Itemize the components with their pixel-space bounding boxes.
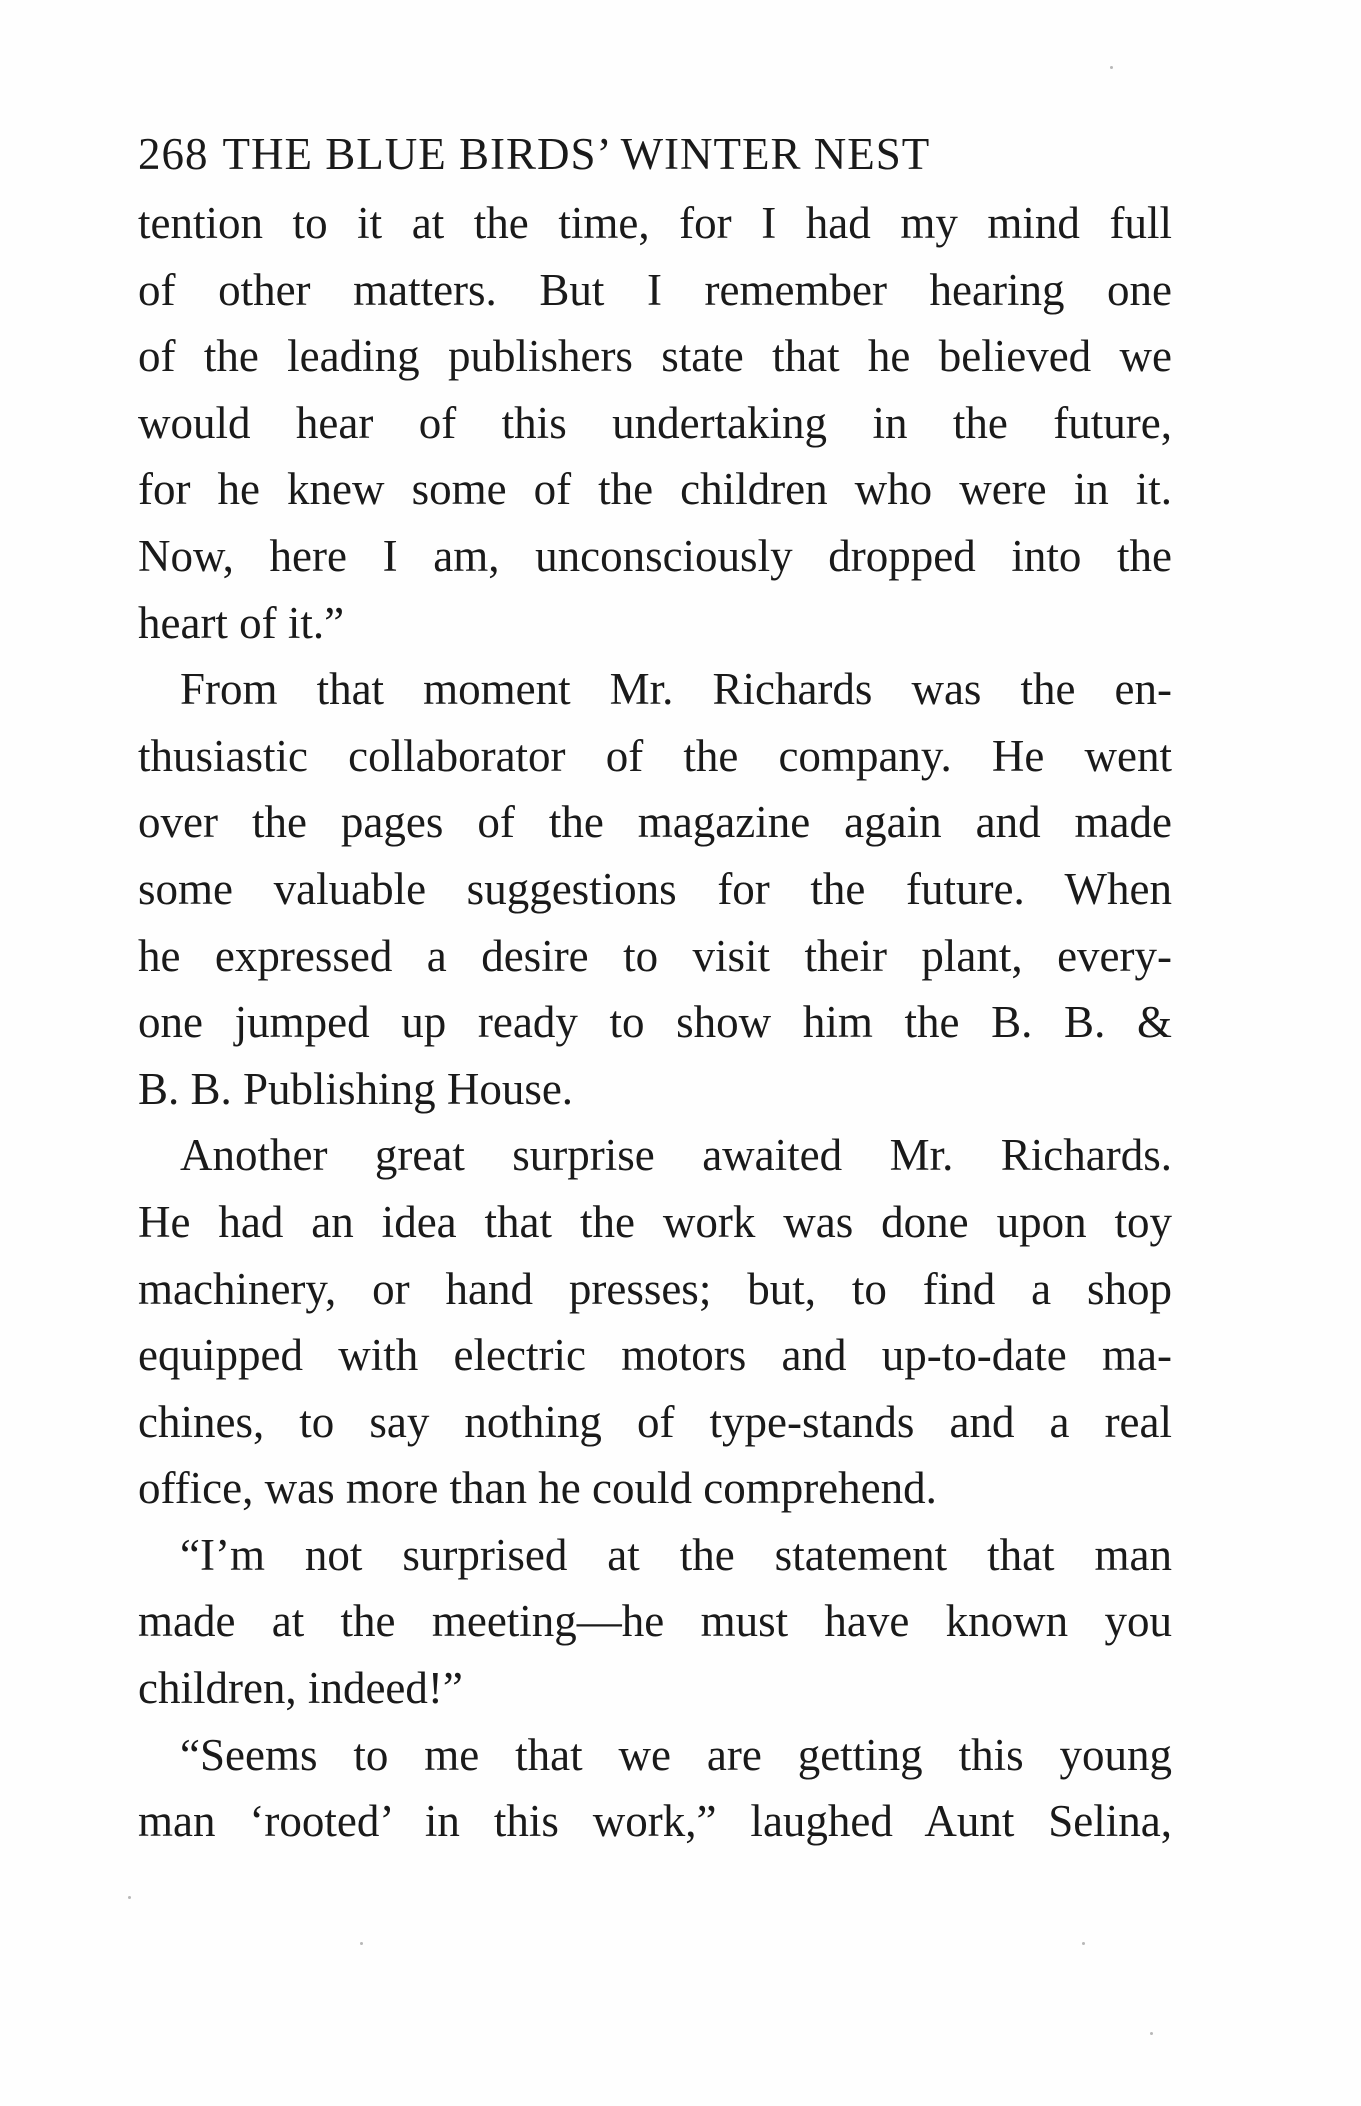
paper-speck	[128, 1896, 131, 1899]
text-line: B. B. Publishing House.	[138, 1063, 574, 1114]
body-text	[138, 190, 1172, 1855]
text-line: heart of it.”	[138, 597, 345, 648]
text-line: office, was more than he could comprehend.	[138, 1463, 937, 1514]
text-line: children, indeed!”	[138, 1663, 463, 1714]
page-number: 268	[138, 129, 209, 179]
text-line: “I’m not surprised at the statement that man	[180, 1529, 1172, 1580]
text-line: From that moment Mr. Richards was the en-	[180, 664, 1172, 715]
text-line: one jumped up ready to show him the B. B. &	[138, 997, 1172, 1048]
paper-speck	[1082, 1942, 1085, 1945]
running-head	[138, 126, 1172, 182]
text-line: tention to it at the time, for I had my mind full	[138, 198, 1172, 248]
text-line: equipped with electric motors and up-to-date ma-	[138, 1330, 1172, 1381]
text-line: would hear of this undertaking in the future,	[138, 397, 1172, 448]
text-block	[138, 126, 1172, 1855]
text-line: Another great surprise awaited Mr. Richards.	[180, 1130, 1172, 1181]
text-line: some valuable suggestions for the future. When	[138, 863, 1172, 914]
paper-speck	[360, 1942, 363, 1945]
running-title: THE BLUE BIRDS’ WINTER NEST	[222, 129, 931, 179]
text-line: thusiastic collaborator of the company. He went	[138, 730, 1172, 781]
text-line: He had an idea that the work was done upon toy	[138, 1196, 1172, 1247]
text-line: over the pages of the magazine again and made	[138, 797, 1172, 848]
text-line: Now, here I am, unconsciously dropped into the	[138, 530, 1172, 581]
text-line: for he knew some of the children who were in it.	[138, 464, 1172, 515]
text-line: he expressed a desire to visit their plant, every-	[138, 930, 1172, 981]
text-line: machinery, or hand presses; but, to find a shop	[138, 1263, 1172, 1314]
text-line: made at the meeting—he must have known you	[138, 1596, 1172, 1647]
text-line: of the leading publishers state that he believed we	[138, 331, 1172, 382]
text-line: of other matters. But I remember hearing one	[138, 264, 1172, 315]
text-line: man ‘rooted’ in this work,” laughed Aunt Selina,	[138, 1796, 1172, 1847]
text-line: chines, to say nothing of type-stands and a real	[138, 1396, 1172, 1447]
paper-speck	[1150, 2032, 1153, 2035]
paper-speck	[1110, 66, 1113, 69]
text-line: “Seems to me that we are getting this young	[180, 1729, 1172, 1780]
